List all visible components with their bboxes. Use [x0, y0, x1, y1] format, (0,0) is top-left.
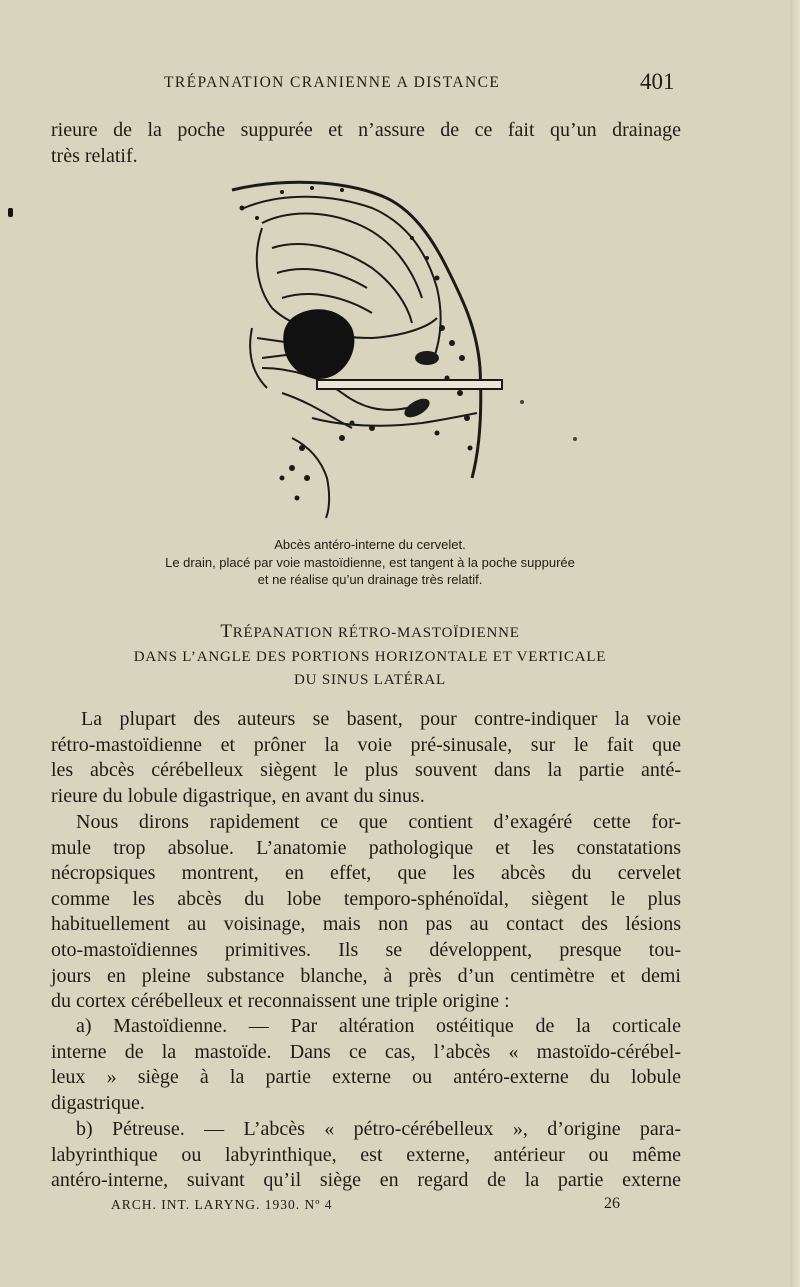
caption-line: Abcès antéro-interne du cervelet.	[274, 537, 466, 552]
text-line: Nous dirons rapidement ce que contient d’exagéré cette for-	[76, 811, 681, 833]
body-paragraph-4	[51, 1117, 681, 1194]
text-line: les abcès cérébelleux siègent le plus souvent dans la partie anté-	[51, 759, 681, 782]
page-number: 401	[640, 69, 675, 94]
journal-footer: ARCH. INT. LARYNG. 1930. Nº 4	[111, 1197, 333, 1212]
heading-initial: T	[220, 621, 233, 642]
text-line: interne de la mastoïde. Dans ce cas, l’abcès « mastoïdo-cérébel-	[51, 1040, 681, 1063]
heading-rest: RÉPANATION RÉTRO-MASTOÏDIENNE	[232, 625, 520, 641]
text-line: oto-mastoïdiennes primitives. Ils se développent, presque tou-	[51, 938, 681, 961]
section-subheading: DANS L’ANGLE DES PORTIONS HORIZONTALE ET VERTICALE	[133, 649, 607, 665]
figure-caption	[60, 536, 680, 589]
stray-dot	[573, 437, 577, 441]
text-line: rétro-mastoïdienne et prôner la voie pré-sinusale, sur le fait que	[51, 733, 681, 756]
caption-line: et ne réalise qu’un drainage très relatif.	[257, 572, 483, 587]
body-paragraph-2	[51, 810, 681, 1015]
text-line: b) Pétreuse. — L’abcès « pétro-cérébelleux », d’origine para-	[76, 1118, 681, 1140]
stray-ink-mark	[8, 208, 13, 217]
text-line: rieure de la poche suppurée et n’assure de ce fait qu’un drainage	[51, 119, 681, 141]
section-heading-line	[60, 621, 680, 643]
text-line: jours en pleine substance blanche, à près d’un centimètre et demi	[51, 964, 681, 987]
text-line: nécropsiques montrent, en effet, que les abcès du cervelet	[51, 862, 681, 885]
section-heading	[60, 621, 680, 643]
text-line: habituellement au voisinage, mais non pas au contact des lésions	[51, 913, 681, 936]
text-line: digastrique.	[51, 1091, 145, 1114]
stray-dot	[520, 400, 524, 404]
text-line: labyrinthique ou labyrinthique, est externe, antérieur ou même	[51, 1143, 681, 1166]
anatomical-illustration-icon	[222, 178, 512, 523]
text-line: mule trop absolue. L’anatomie pathologique et les constatations	[51, 836, 681, 859]
section-subheading: DU SINUS LATÉRAL	[294, 672, 446, 688]
text-line: antéro-interne, suivant qu’il siège en regard de la partie externe	[51, 1169, 681, 1192]
text-line: leux » siège à la partie externe ou antéro-externe du lobule	[51, 1066, 681, 1089]
text-line: comme les abcès du lobe temporo-sphénoïdal, siègent le plus	[51, 887, 681, 910]
text-line: du cortex cérébelleux et reconnaissent une triple origine :	[51, 990, 510, 1013]
text-line: a) Mastoïdienne. — Par altération ostéitique de la corticale	[76, 1015, 681, 1037]
text-line: La plupart des auteurs se basent, pour contre-indiquer la voie	[81, 708, 681, 730]
caption-line: Le drain, placé par voie mastoïdienne, est tangent à la poche suppurée	[165, 554, 575, 570]
running-title: TRÉPANATION CRANIENNE A DISTANCE	[164, 74, 501, 91]
page-edge	[790, 0, 800, 1287]
intro-paragraph	[51, 118, 681, 169]
signature-mark: 26	[604, 1195, 620, 1212]
body-paragraph-1	[51, 707, 681, 809]
text-line: rieure du lobule digastrique, en avant du sinus.	[51, 784, 425, 807]
body-paragraph-3	[51, 1014, 681, 1116]
text-line: très relatif.	[51, 144, 138, 167]
